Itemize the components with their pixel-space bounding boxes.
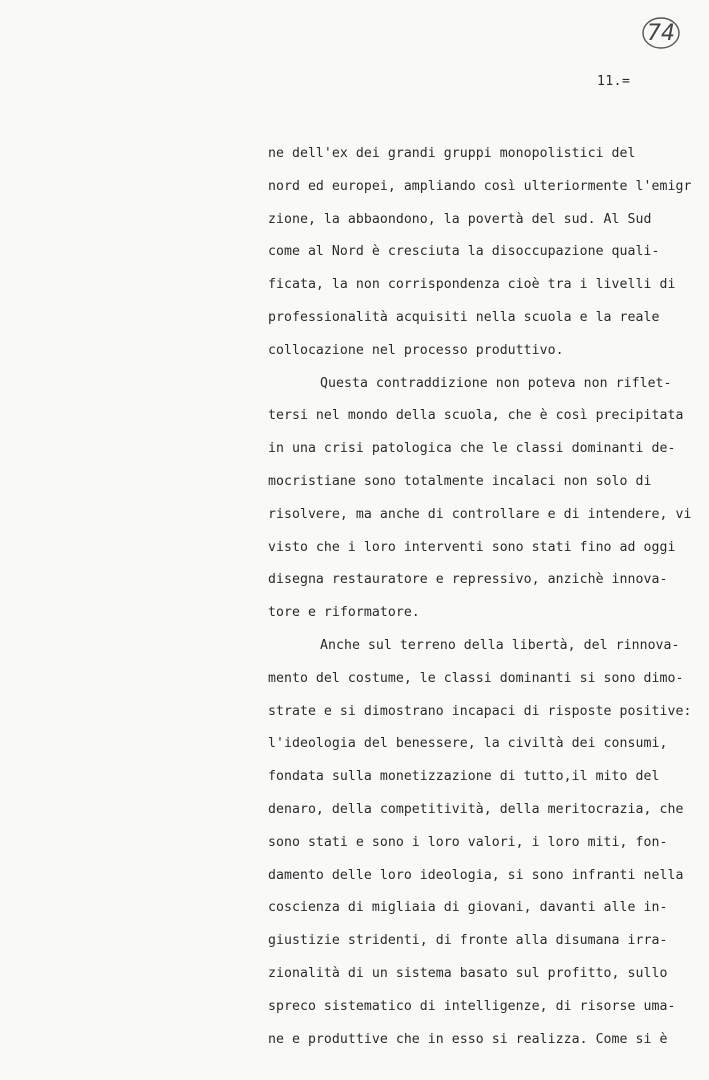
text-line: nord ed europei, ampliando così ulteriormente l'emigr	[268, 178, 692, 194]
archive-stamp	[641, 16, 681, 50]
text-line: tore e riformatore.	[268, 605, 420, 621]
text-line: tersi nel mondo della scuola, che è così precipitata	[268, 408, 684, 424]
text-line: strate e si dimostrano incapaci di risposte positive:	[268, 703, 692, 719]
text-line: fondata sulla monetizzazione di tutto,il mito del	[268, 769, 660, 785]
text-line: visto che i loro interventi sono stati fino ad oggi	[268, 539, 676, 555]
text-line: risolvere, ma anche di controllare e di intendere, vi	[268, 506, 692, 522]
text-line: zione, la abbaondono, la povertà del sud. Al Sud	[268, 211, 652, 227]
text-line: sono stati e sono i loro valori, i loro miti, fon-	[268, 834, 668, 850]
text-line: come al Nord è cresciuta la disoccupazione quali-	[268, 244, 660, 260]
text-line: denaro, della competitività, della meritocrazia, che	[268, 801, 684, 817]
text-line: l'ideologia del benessere, la civiltà dei consumi,	[268, 736, 668, 752]
text-line: Anche sul terreno della libertà, del rinnova-	[320, 637, 680, 653]
text-line: collocazione nel processo produttivo.	[268, 342, 564, 358]
text-line: damento delle loro ideologia, si sono infranti nella	[268, 867, 684, 883]
text-line: spreco sistematico di intelligenze, di risorse uma-	[268, 998, 676, 1014]
stamp-number: 74	[647, 20, 675, 46]
text-line: ne dell'ex dei grandi gruppi monopolistici del	[268, 146, 636, 161]
text-line: in una crisi patologica che le classi dominanti de-	[268, 441, 676, 457]
text-line: professionalità acquisiti nella scuola e la reale	[268, 309, 660, 325]
text-line: coscienza di migliaia di giovani, davanti alle in-	[268, 900, 668, 916]
text-line: ne e produttive che in esso si realizza. Come si è	[268, 1031, 668, 1047]
body-text	[268, 138, 709, 1056]
page-number: 11.=	[597, 74, 631, 89]
text-line: mocristiane sono totalmente incalaci non solo di	[268, 473, 652, 489]
text-line: giustizie stridenti, di fronte alla disumana irra-	[268, 933, 668, 949]
text-line: zionalità di un sistema basato sul profitto, sullo	[268, 965, 668, 981]
text-line: ficata, la non corrispondenza cioè tra i livelli di	[268, 277, 676, 293]
text-line: mento del costume, le classi dominanti si sono dimo-	[268, 670, 684, 686]
text-line: Questa contraddizione non poteva non riflet-	[320, 375, 672, 391]
text-line: disegna restauratore e repressivo, anzichè innova-	[268, 572, 668, 588]
